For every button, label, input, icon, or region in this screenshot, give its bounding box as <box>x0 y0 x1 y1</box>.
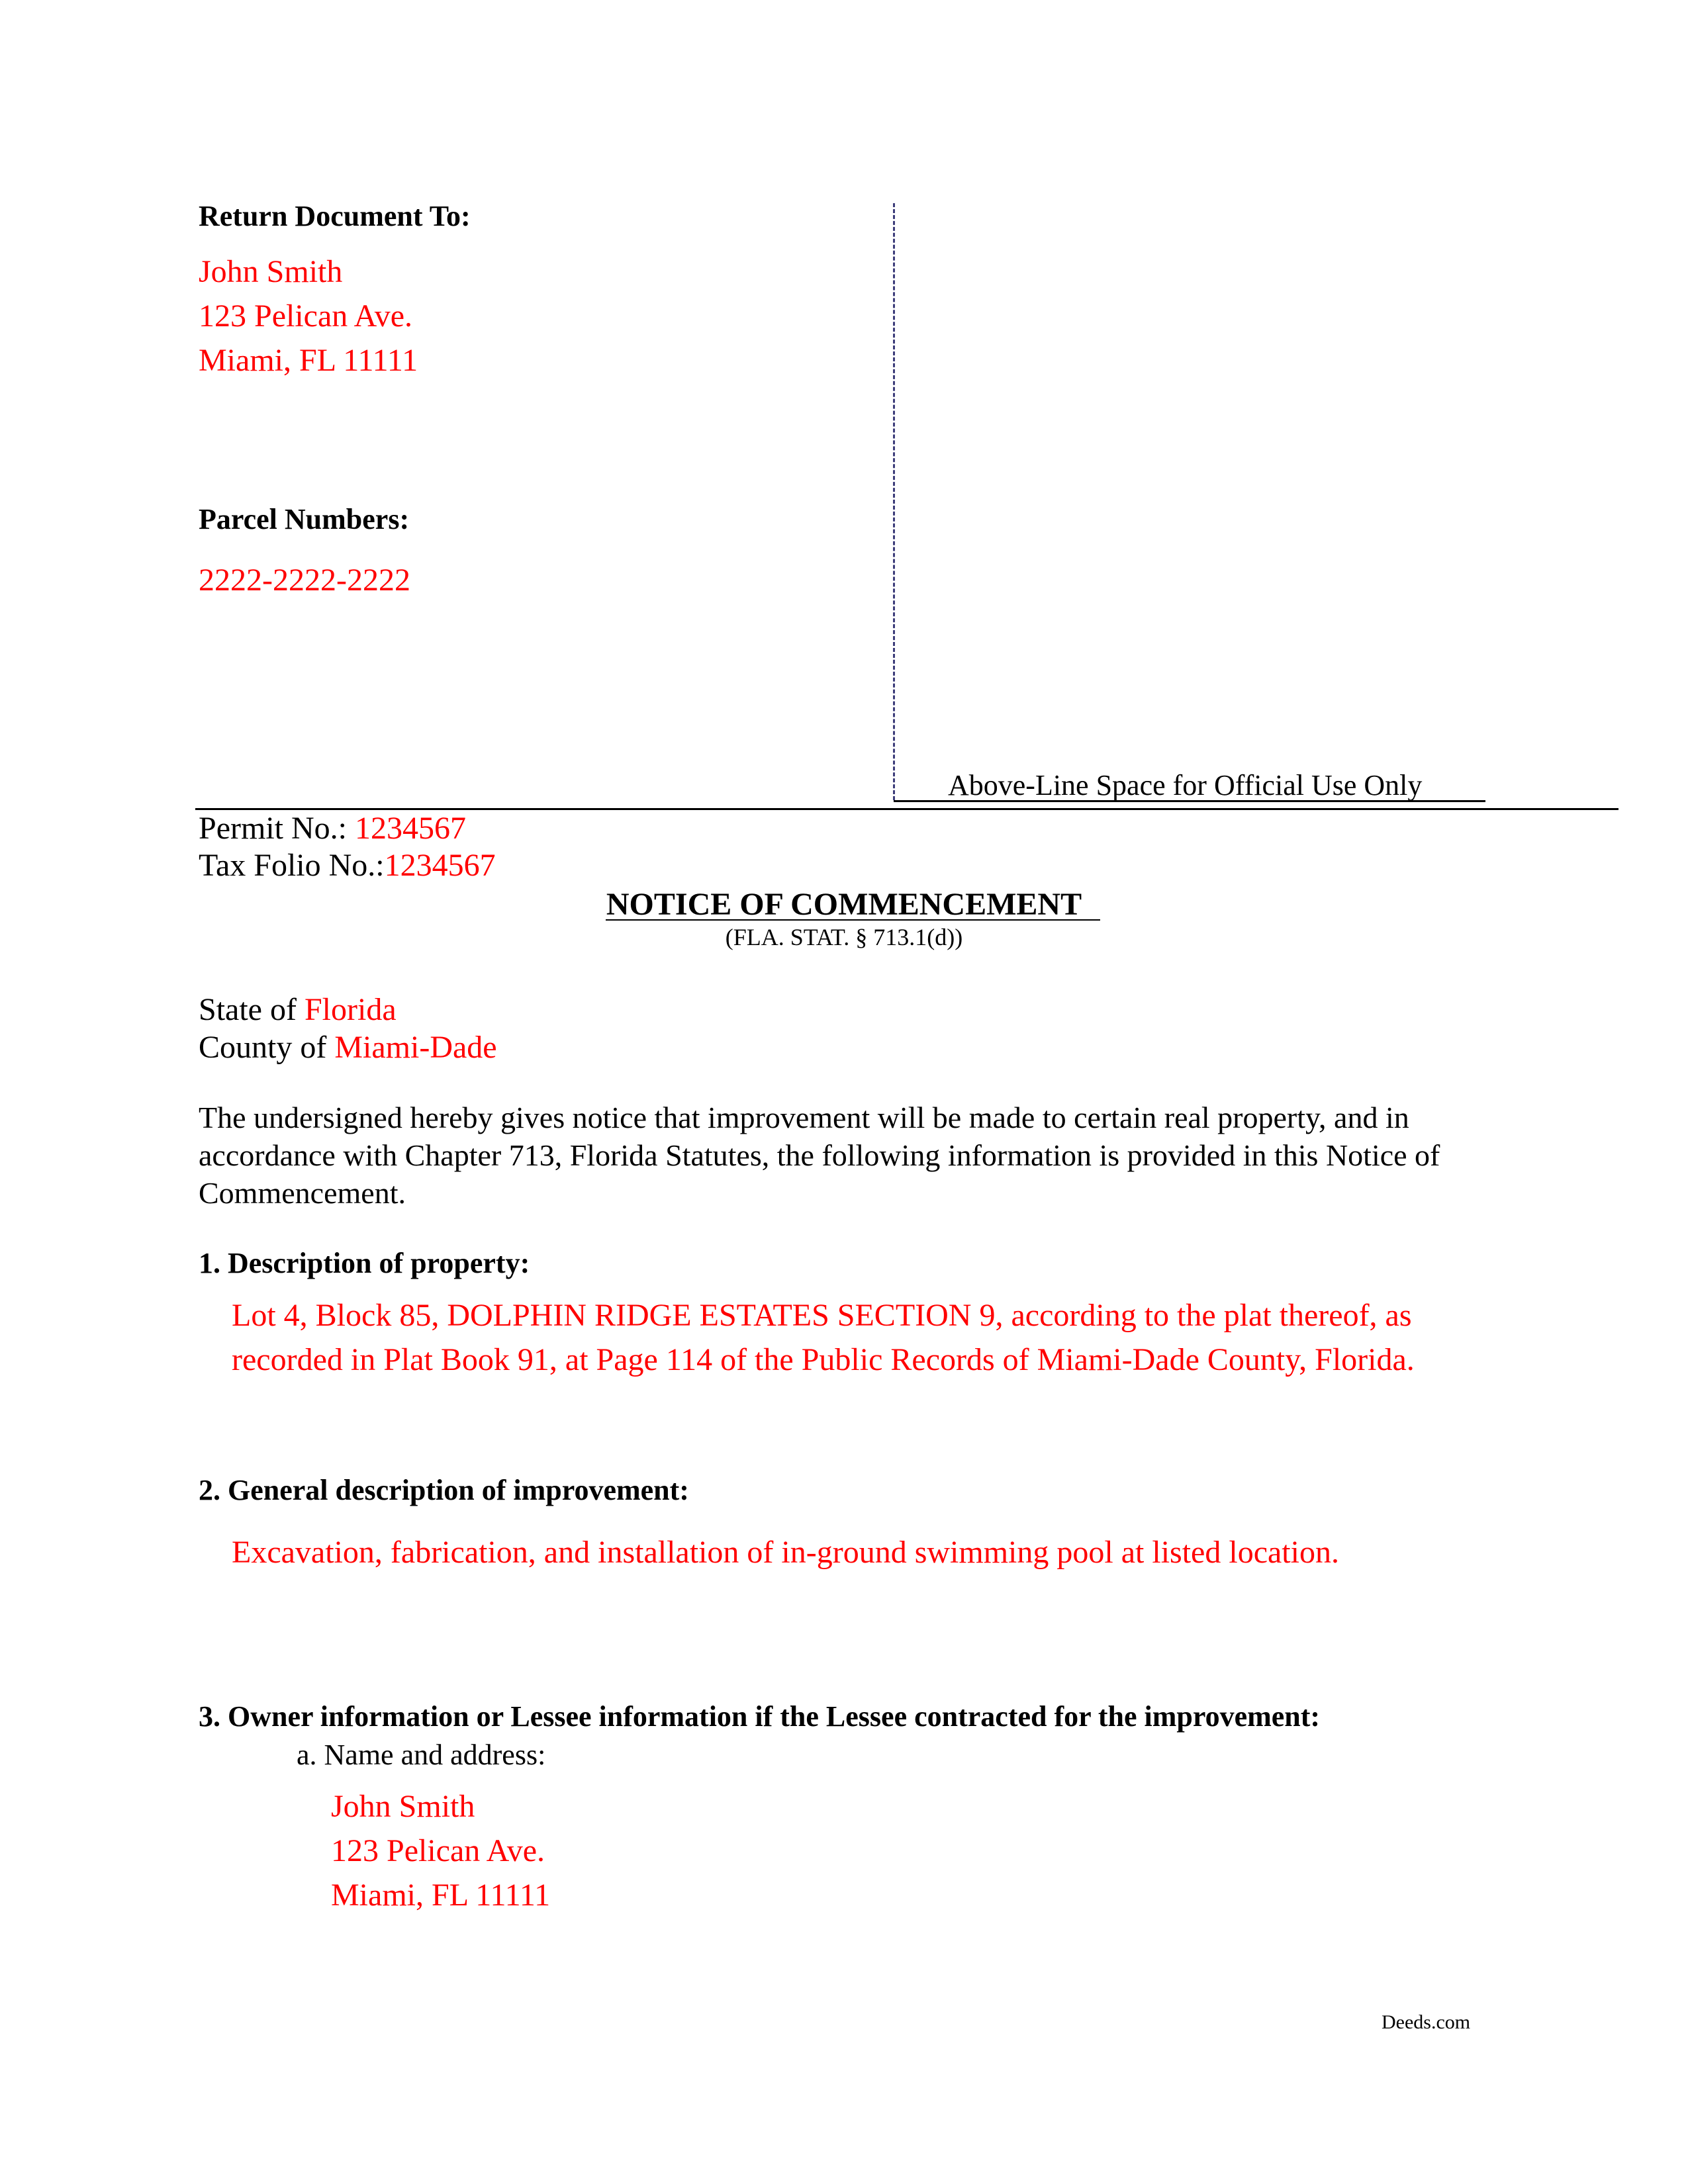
official-use-underline <box>894 800 1485 802</box>
property-description-line-2: recorded in Plat Book 91, at Page 114 of the Public Records of Miami-Dade County, Florida. <box>232 1342 1415 1377</box>
return-street: 123 Pelican Ave. <box>199 298 413 334</box>
parcel-numbers-label: Parcel Numbers: <box>199 503 410 535</box>
official-use-label: Above-Line Space for Official Use Only <box>948 769 1423 801</box>
owner-street: 123 Pelican Ave. <box>331 1833 545 1868</box>
owner-city: Miami, FL 11111 <box>331 1878 551 1913</box>
owner-name: John Smith <box>331 1789 475 1824</box>
footer-brand: Deeds.com <box>1382 2011 1471 2033</box>
title-underline <box>606 919 1100 921</box>
return-document-label: Return Document To: <box>199 200 471 232</box>
section-3a-label: a. Name and address: <box>297 1739 546 1771</box>
recording-boundary-line <box>195 808 1618 810</box>
state-value: Florida <box>304 992 397 1027</box>
section-1-heading: 1. Description of property: <box>199 1247 530 1279</box>
county-label: County of <box>199 1030 335 1065</box>
statute-reference: (FLA. STAT. § 713.1(d)) <box>725 924 963 950</box>
property-description-line-1: Lot 4, Block 85, DOLPHIN RIDGE ESTATES SECTION 9, according to the plat thereof, as <box>232 1298 1412 1333</box>
section-3-heading: 3. Owner information or Lessee information if the Lessee contracted for the improvement: <box>199 1700 1321 1733</box>
official-use-divider <box>893 203 895 800</box>
return-city: Miami, FL 11111 <box>199 343 418 378</box>
county-value: Miami-Dade <box>334 1030 497 1065</box>
return-name: John Smith <box>199 254 343 289</box>
parcel-number-value: 2222-2222-2222 <box>199 563 410 598</box>
tax-folio-label: Tax Folio No.: <box>199 848 385 883</box>
document-title: NOTICE OF COMMENCEMENT <box>606 887 1082 922</box>
improvement-description: Excavation, fabrication, and installation of in-ground swimming pool at listed location. <box>232 1535 1339 1570</box>
permit-number-row <box>199 813 466 844</box>
state-label: State of <box>199 992 305 1027</box>
permit-value: 1234567 <box>355 811 466 846</box>
section-2-heading: 2. General description of improvement: <box>199 1474 689 1506</box>
tax-folio-row <box>199 850 496 882</box>
permit-label: Permit No.: <box>199 811 355 846</box>
county-row <box>199 1032 497 1064</box>
tax-folio-value: 1234567 <box>384 848 496 883</box>
state-row <box>199 994 397 1026</box>
intro-paragraph: The undersigned hereby gives notice that improvement will be made to certain real property, and in accordance with Chapter 713, Florida Statutes, the following information is provided in this Notice of Commencement. <box>199 1101 1440 1210</box>
